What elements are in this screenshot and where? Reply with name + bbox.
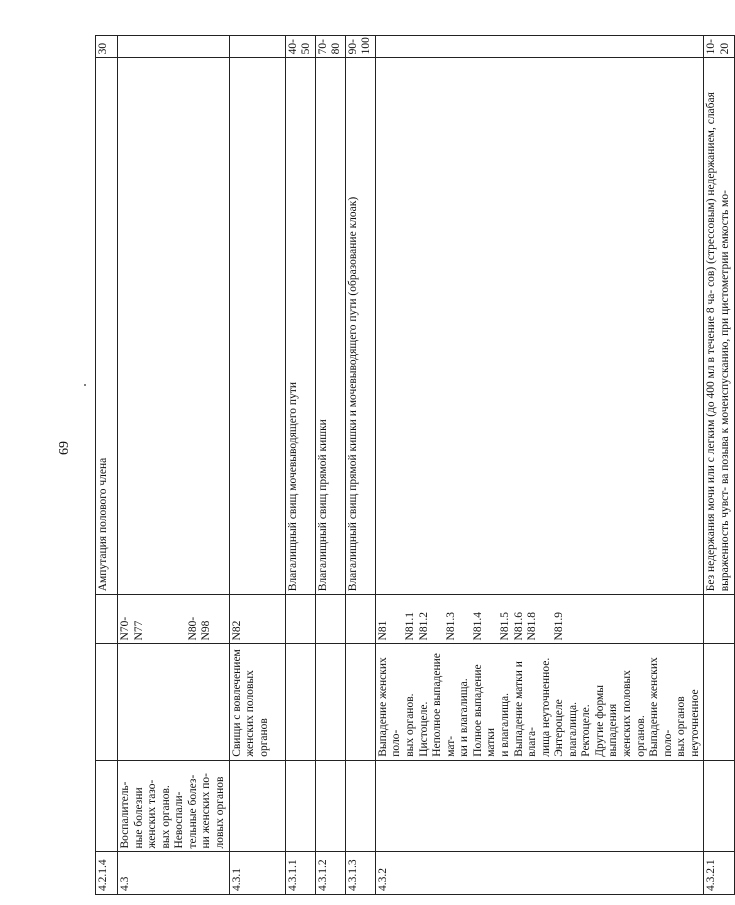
row-percent-cell: 30: [96, 36, 118, 58]
table-row: [375, 36, 704, 895]
diagnosis-line: Цистоцеле.: [417, 701, 430, 757]
disability-table: [95, 35, 735, 895]
icd-code: N81: [376, 620, 389, 641]
row-diagnosis-cell: [704, 644, 734, 760]
row-icd-cell: [118, 595, 230, 644]
table-row: [345, 36, 375, 895]
row-code-cell: 4.3.1: [229, 852, 285, 895]
row-diagnosis-cell: [345, 644, 375, 760]
row-percent-cell: [229, 36, 285, 58]
icd-code: [173, 598, 187, 640]
icd-code: N81.5: [498, 612, 511, 641]
row-description-cell: Влагалищный свищ мочевыводящего пути: [285, 58, 315, 595]
diagnosis-line: Полное выпадение матки: [471, 664, 498, 757]
row-name-cell: [315, 760, 345, 852]
row-icd-cell: [345, 595, 375, 644]
icd-code: [146, 598, 160, 640]
row-name-cell: [285, 760, 315, 852]
icd-code: N81.3: [444, 612, 457, 641]
row-description-cell: Ампутация полового члена: [96, 58, 118, 595]
icd-code: N81.8: [526, 612, 539, 641]
icd-code: [390, 598, 404, 640]
row-icd-cell: [704, 595, 734, 644]
icd-code: [458, 598, 472, 640]
row-name-cell: [229, 760, 285, 852]
row-name-cell: [704, 760, 734, 852]
table-row: [285, 36, 315, 895]
icd-code: N81.9: [553, 612, 566, 641]
row-code-cell: 4.3.2: [375, 852, 704, 895]
row-name-cell: Воспалитель- ные болезни женских тазо- вых органов. Невоспали- тельные болез- ни женских по- ловых органов: [118, 760, 230, 852]
row-percent-cell: 90-100: [345, 36, 375, 58]
row-code-cell: 4.3.1.1: [285, 852, 315, 895]
row-diagnosis-cell: [96, 644, 118, 760]
row-diagnosis-cell: [229, 644, 285, 760]
row-description-cell: [118, 58, 230, 595]
icd-code: N80-N98: [186, 616, 213, 641]
diagnosis-line: Выпадение матки и влага-: [512, 661, 539, 757]
row-percent-cell: 10-20: [704, 36, 734, 58]
diagnosis-line: Свищи с вовлечением: [230, 649, 243, 757]
row-percent-cell: [375, 36, 704, 58]
row-diagnosis-cell: [315, 644, 345, 760]
row-diagnosis-cell: [285, 644, 315, 760]
row-icd-cell: [285, 595, 315, 644]
diagnosis-line: женских половых органов: [244, 670, 270, 757]
icd-code: [431, 598, 445, 640]
row-description-cell: Влагалищный свищ прямой кишки: [315, 58, 345, 595]
row-name-cell: [96, 760, 118, 852]
icd-code: N70-N77: [119, 616, 145, 641]
row-code-cell: 4.3.1.2: [315, 852, 345, 895]
row-description-cell: [375, 58, 704, 595]
icd-code: N82: [230, 620, 243, 641]
diagnosis-line: Другие формы выпадения: [593, 684, 620, 757]
row-icd-cell: [96, 595, 118, 644]
diagnosis-line: вых органов неуточненное: [675, 689, 701, 757]
diagnosis-line: Ректоцеле.: [580, 704, 593, 757]
row-percent-cell: 70-80: [315, 36, 345, 58]
row-code-cell: 4.3.1.3: [345, 852, 375, 895]
icd-code: [540, 598, 554, 640]
row-name-cell: [375, 760, 704, 852]
table-row: [229, 36, 285, 895]
row-code-cell: 4.3.2.1: [704, 852, 734, 895]
icd-code: N81.1: [404, 612, 416, 641]
diagnosis-line: Выпадение женских поло-: [376, 657, 403, 757]
table-row: [704, 36, 734, 895]
diagnosis-line: Выпадение женских поло-: [648, 657, 674, 757]
icd-code: [160, 598, 174, 640]
row-code-cell: 4.2.1.4: [96, 852, 118, 895]
scan-speck: [84, 384, 86, 386]
diagnosis-line: Неполное выпадение мат-: [431, 653, 457, 757]
diagnosis-line: и влагалища.: [498, 692, 511, 757]
row-percent-cell: 40-50: [285, 36, 315, 58]
row-icd-cell: [375, 595, 704, 644]
diagnosis-line: ки и влагалища.: [458, 678, 471, 757]
page-number: 69: [57, 441, 72, 455]
icd-code: N81.6: [512, 612, 525, 641]
row-diagnosis-cell: [118, 644, 230, 760]
rotated-table-wrapper: [95, 35, 731, 895]
diagnosis-line: Энтероцеле влагалища.: [553, 699, 579, 757]
table-row: [118, 36, 230, 895]
diagnosis-line: вых органов.: [404, 693, 416, 757]
row-name-cell: [345, 760, 375, 852]
table-body: [96, 36, 735, 895]
icd-code: N81.4: [471, 612, 484, 641]
row-description-cell: Без недержания мочи или с легким (до 400 мл в течение 8 ча- сов) (стрессовым) недержанием, слабая выраженность чувст- ва позыва к мочеиспусканию, при цистометрии емкость мо-: [704, 58, 734, 595]
row-icd-cell: [229, 595, 285, 644]
row-diagnosis-cell: [375, 644, 704, 760]
row-description-cell: [229, 58, 285, 595]
diagnosis-line: женских половых органов.: [621, 670, 647, 757]
row-percent-cell: [118, 36, 230, 58]
row-description-cell: Влагалищный свищ прямой кишки и мочевыводящего пути (образование клоак): [345, 58, 375, 595]
table-row: [96, 36, 118, 895]
icd-code: [485, 598, 499, 640]
diagnosis-line: лища неуточненное.: [539, 657, 552, 757]
row-code-cell: 4.3: [118, 852, 230, 895]
table-row: [315, 36, 345, 895]
row-icd-cell: [315, 595, 345, 644]
icd-code: N81.2: [417, 612, 430, 641]
